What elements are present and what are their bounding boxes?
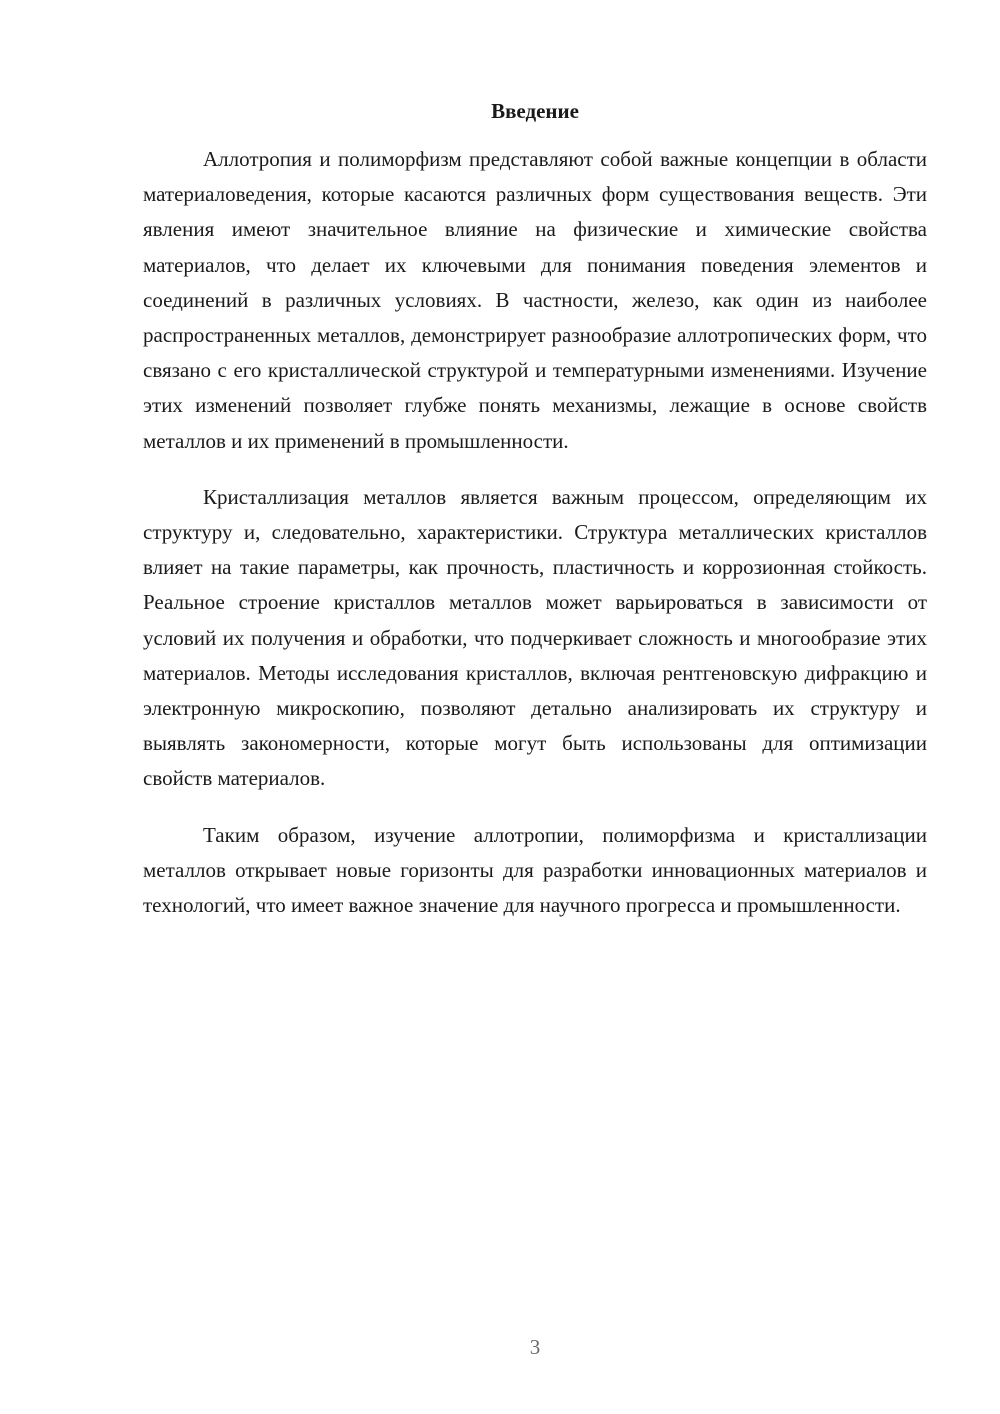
paragraph-3: Таким образом, изучение аллотропии, полиморфизма и кристаллизации металлов открывает новые горизонты для разработки инновационных материалов и технологий, что имеет важное значение для научного прогресса и промышленности. — [143, 822, 927, 918]
body-text — [143, 142, 927, 944]
page-number: 3 — [529, 1335, 541, 1359]
paragraph-1: Аллотропия и полиморфизм представляют собой важные концепции в области материаловедения, которые касаются различных форм существования веществ. Эти явления имеют значительное влияние на физические и химические свойства материалов, что делает их ключевыми для понимания поведения элементов и соединений в различных условиях. В частности, железо, как один из наиболее распространенных металлов, демонстрирует разнообразие аллотропических форм, что связано с его кристаллической структурой и температурными изменениями. Изучение этих изменений позволяет глубже понять механизмы, лежащие в основе свойств металлов и их применений в промышленности. — [143, 147, 927, 453]
section-heading: Введение — [491, 99, 579, 123]
paragraph-2: Кристаллизация металлов является важным процессом, определяющим их структуру и, следовательно, характеристики. Структура металлических кристаллов влияет на такие параметры, как прочность, пластичность и коррозионная стойкость. Реальное строение кристаллов металлов может варьироваться в зависимости от условий их получения и обработки, что подчеркивает сложность и многообразие этих материалов. Методы исследования кристаллов, включая рентгеновскую дифракцию и электронную микроскопию, позволяют детально анализировать их структуру и выявлять закономерности, которые могут быть использованы для оптимизации свойств материалов. — [143, 484, 927, 791]
